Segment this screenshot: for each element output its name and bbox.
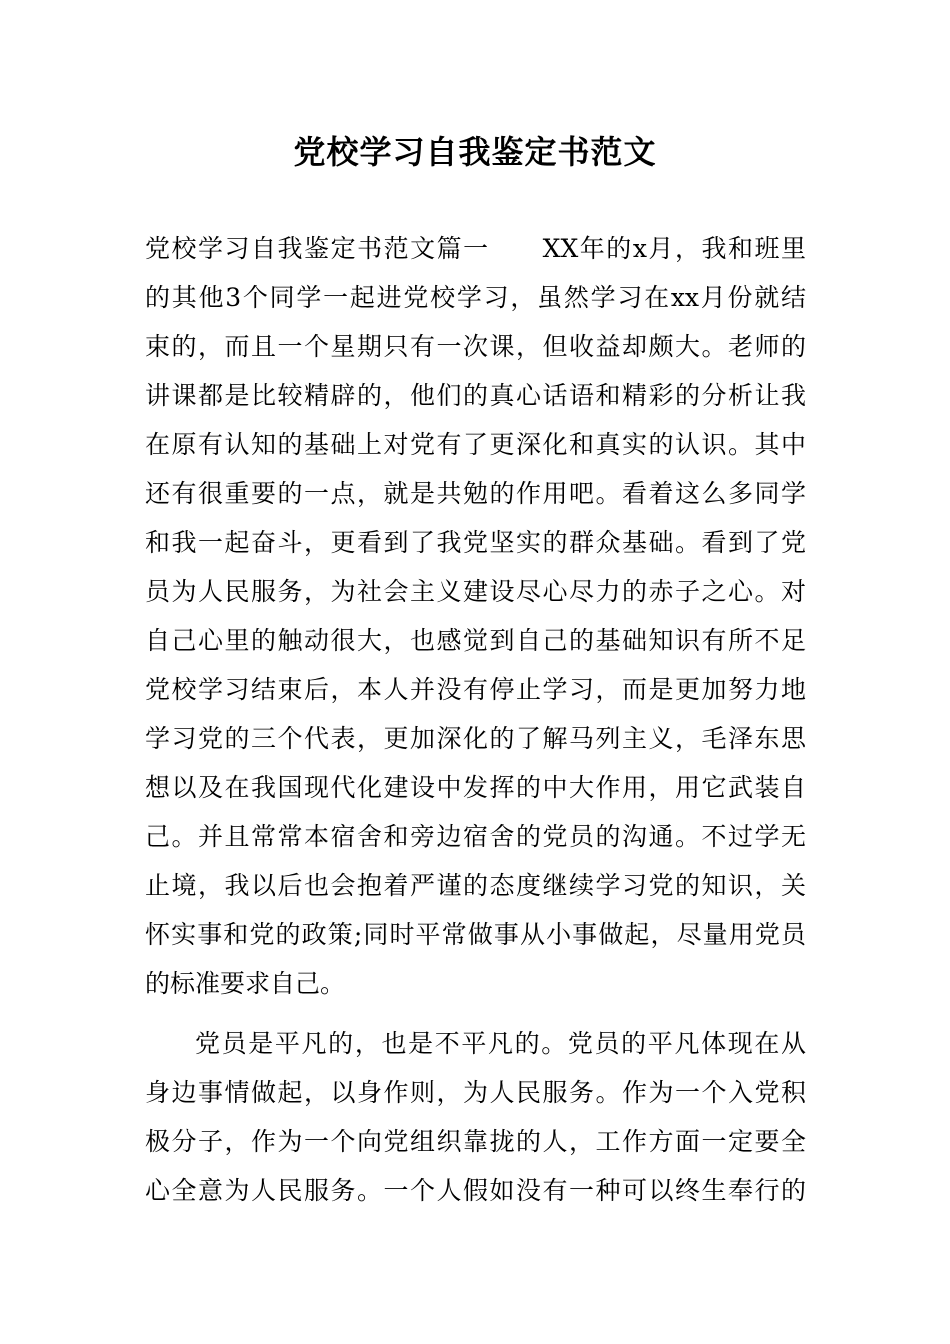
text-line: 心全意为人民服务。一个人假如没有一种可以终生奉行的 [145,1176,806,1205]
text-line: 学习党的三个代表，更加深化的了解马列主义，毛泽东思 [145,724,806,753]
text-line: 自己心里的触动很大，也感觉到自己的基础知识有所不足 [145,626,806,655]
text-line: 讲课都是比较精辟的，他们的真心话语和精彩的分析让我 [145,381,806,410]
text-line: 束的，而且一个星期只有一次课，但收益却颇大。老师的 [145,332,806,361]
paragraph-2 [145,1019,806,1215]
text-line: 党校学习自我鉴定书范文篇一 XX年的x月，我和班里 [145,234,806,263]
text-line: 的其他3个同学一起进党校学习，虽然学习在xx月份就结 [145,283,806,312]
text-line: 的标准要求自己。 [145,969,346,998]
text-line: 己。并且常常本宿舍和旁边宿舍的党员的沟通。不过学无 [145,822,806,851]
text-line: 还有很重要的一点，就是共勉的作用吧。看着这么多同学 [145,479,806,508]
text-line: 止境，我以后也会抱着严谨的态度继续学习党的知识，关 [145,871,806,900]
document-title: 党校学习自我鉴定书范文 [293,133,657,171]
text-line: 和我一起奋斗，更看到了我党坚实的群众基础。看到了党 [145,528,806,557]
text-line: 身边事情做起，以身作则，为人民服务。作为一个入党积 [145,1078,806,1107]
text-line: 党校学习结束后，本人并没有停止学习，而是更加努力地 [145,675,806,704]
paragraph-spacer [145,1008,806,1019]
text-line: 在原有认知的基础上对党有了更深化和真实的认识。其中 [145,430,806,459]
text-line: 党员是平凡的，也是不平凡的。党员的平凡体现在从 [195,1029,806,1058]
document-body [145,224,806,1215]
text-line: 怀实事和党的政策;同时平常做事从小事做起，尽量用党员 [145,920,806,949]
text-line: 极分子，作为一个向党组织靠拢的人，工作方面一定要全 [145,1127,806,1156]
text-line: 想以及在我国现代化建设中发挥的中大作用，用它武装自 [145,773,806,802]
text-line: 员为人民服务，为社会主义建设尽心尽力的赤子之心。对 [145,577,806,606]
paragraph-1 [145,224,806,1008]
